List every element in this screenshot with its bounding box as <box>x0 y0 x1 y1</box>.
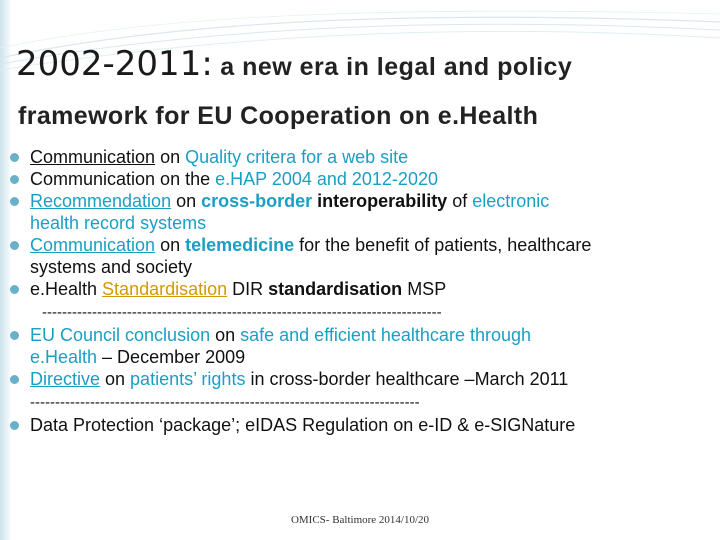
item-text: Communication <box>30 235 156 255</box>
item-text: MSP <box>402 279 447 299</box>
item-text: systems and society <box>30 257 193 277</box>
item-text: – December 2009 <box>97 347 246 367</box>
bullet-icon <box>10 241 19 250</box>
item-text: on <box>210 325 241 345</box>
separator-line <box>0 300 720 324</box>
item-text: DIR <box>227 279 269 299</box>
separator-text: ------------------------------------------------------------------------------ <box>30 394 420 411</box>
item-text: telemedicine <box>185 235 295 255</box>
bullet-icon <box>10 153 19 162</box>
bullet-icon <box>10 421 19 430</box>
item-text: of <box>447 191 473 211</box>
title-line-1 <box>16 44 716 87</box>
bullet-icon <box>10 375 19 384</box>
bullet-icon <box>10 197 19 206</box>
bullet-icon <box>10 175 19 184</box>
item-text: patients’ rights <box>130 369 246 389</box>
slide-title <box>16 44 716 130</box>
item-text: e.HAP <box>215 169 267 189</box>
item-text: standardisation <box>268 279 403 299</box>
list-item <box>0 368 720 390</box>
list-item <box>0 234 720 278</box>
item-text: on <box>155 147 186 167</box>
item-text: on <box>155 235 186 255</box>
item-text: electronic <box>472 191 550 211</box>
title-line1-rest: a new era in legal and policy <box>212 53 573 81</box>
item-text: EU Council conclusion <box>30 325 211 345</box>
item-text: Quality critera for a web site <box>185 147 409 167</box>
item-text: 2004 and 2012-2020 <box>266 169 438 189</box>
list-item <box>0 168 720 190</box>
separator-text: -------------------------------------------------------------------------------- <box>42 304 442 321</box>
item-text: on <box>171 191 202 211</box>
title-years: 2002-2011: <box>16 44 213 84</box>
bullet-list <box>0 146 720 436</box>
footer-text: OMICS- Baltimore 2014/10/20 <box>290 514 430 526</box>
item-text: for the benefit of patients, healthcare <box>294 235 592 255</box>
title-line-2: framework for EU Cooperation on e.Health <box>18 102 539 130</box>
item-text: safe and efficient healthcare through <box>240 325 531 345</box>
item-text: Communication <box>30 147 156 167</box>
item-text: cross-border <box>201 191 313 211</box>
item-text: health record systems <box>30 213 207 233</box>
list-item <box>0 278 720 300</box>
list-item <box>0 146 720 168</box>
separator-line <box>0 390 720 414</box>
item-text: interoperability <box>317 191 448 211</box>
item-text: on <box>100 369 131 389</box>
item-text: Standardisation <box>102 279 228 299</box>
item-text: Recommendation <box>30 191 172 211</box>
item-text: Communication on the <box>30 169 216 189</box>
item-text: in cross-border healthcare –March 2011 <box>245 369 569 389</box>
bullet-icon <box>10 285 19 294</box>
list-item <box>0 324 720 368</box>
bullet-icon <box>10 331 19 340</box>
item-text: e.Health <box>30 279 103 299</box>
item-text: Directive <box>30 369 101 389</box>
item-text: e.Health <box>30 347 98 367</box>
list-item <box>0 414 720 436</box>
list-item <box>0 190 720 234</box>
item-text: Data Protection ‘package’; eIDAS Regulation on e-ID & e-SIGNature <box>30 415 576 435</box>
